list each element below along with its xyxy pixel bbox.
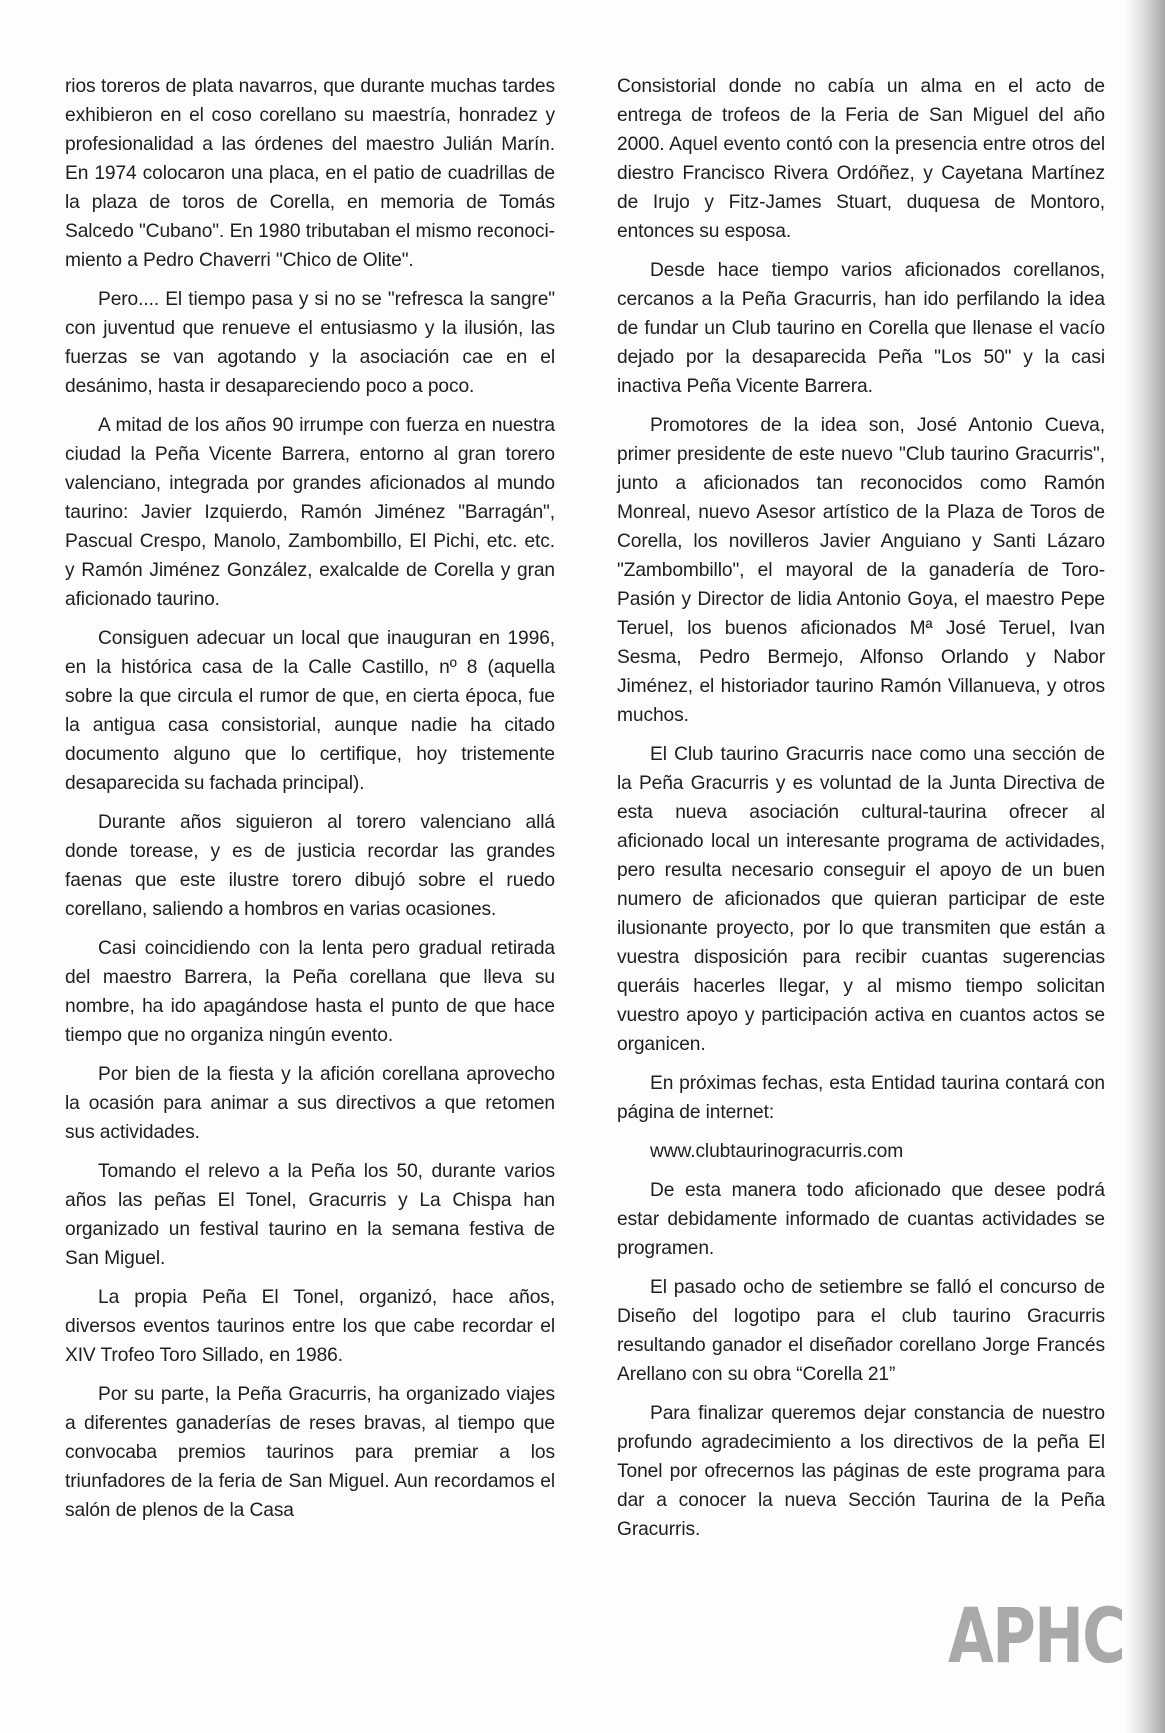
paragraph: El Club taurino Gracurris nace como una sección de la Peña Gracurris y es voluntad de la Junta Directiva de esta nueva asociación cultural-taurina ofrecer al aficionado local un interesante programa de actividades, pero resulta necesario conseguir el apoyo de un buen numero de aficionados que quieran participar de este ilusionante proyecto, por lo que transmiten que están a vuestra disposición para recibir cuantas sugerencias queráis hacerles llegar, y al mismo tiempo solicitan vuestro apoyo y participación activa en cuantos actos se organicen. <box>617 744 1105 1055</box>
paragraph: Promotores de la idea son, José Antonio Cueva, primer presidente de este nuevo "Club taurino Gracurris", junto a aficionados tan reconocidos como Ramón Monreal, nuevo Asesor artístico de la Plaza de Toros de Corella, los novilleros Javier Anguiano y Santi Lázaro "Zambombillo", el mayoral de la ganadería de Toro-Pasión y Director de lidia Antonio Goya, el maestro Pepe Teruel, los buenos aficionados Mª José Teruel, Ivan Sesma, Pedro Bermejo, Alfonso Orlando y Nabor Jiménez, el historiador taurino Ramón Villanueva, y otros muchos. <box>617 415 1105 726</box>
paragraph: La propia Peña El Tonel, organizó, hace años, diversos eventos taurinos entre los que cabe recordar el XIV Trofeo Toro Sillado, en 1986. <box>65 1287 555 1366</box>
right-column <box>617 72 1105 1554</box>
paragraph: De esta manera todo aficionado que desee podrá estar debidamente informado de cuantas actividades se programen. <box>617 1180 1105 1259</box>
paragraph: Por bien de la fiesta y la afición corellana aprovecho la ocasión para animar a sus directivos a que retomen sus actividades. <box>65 1064 555 1143</box>
paragraph: Por su parte, la Peña Gracurris, ha organizado viajes a diferentes ganaderías de reses bravas, al tiempo que convocaba premios taurinos para premiar a los triunfadores de la feria de San Miguel. Aun recordamos el salón de plenos de la Casa <box>65 1384 555 1521</box>
paragraph: En próximas fechas, esta Entidad taurina contará con página de internet: <box>617 1073 1105 1123</box>
paragraph: Desde hace tiempo varios aficionados corellanos, cercanos a la Peña Gracurris, han ido perfilando la idea de fundar un Club taurino en Corella que llenase el vacío dejado por la desaparecida Peña "Los 50" y la casi inactiva Peña Vicente Barrera. <box>617 260 1105 397</box>
aphc-watermark-logo: APHC <box>948 1591 1125 1680</box>
page-binding-shadow <box>1125 0 1165 1733</box>
paragraph: rios toreros de plata navarros, que durante muchas tardes exhibieron en el coso corellano su maestría, honradez y profesionalidad a las órdenes del maestro Julián Marín. En 1974 colocaron una placa, en el patio de cuadrillas de la plaza de toros de Corella, en memoria de Tomás Salcedo "Cubano". En 1980 tributaban el mismo reconocimiento a Pedro Chaverri "Chico de Olite". <box>65 76 555 271</box>
paragraph: Casi coincidiendo con la lenta pero gradual retirada del maestro Barrera, la Peña corellana que lleva su nombre, ha ido apagándose hasta el punto de que hace tiempo que no organiza ningún evento. <box>65 938 555 1046</box>
left-column <box>65 72 555 1535</box>
paragraph: Durante años siguieron al torero valenciano allá donde torease, y es de justicia recordar las grandes faenas que este ilustre torero dibujó sobre el ruedo corellano, saliendo a hombros en varias ocasiones. <box>65 812 555 920</box>
paragraph: A mitad de los años 90 irrumpe con fuerza en nuestra ciudad la Peña Vicente Barrera, entorno al gran torero valenciano, integrada por grandes aficionados al mundo taurino: Javier Izquierdo, Ramón Jiménez "Barragán", Pascual Crespo, Manolo, Zambombillo, El Pichi, etc. etc. y Ramón Jiménez González, exalcalde de Corella y gran aficionado taurino. <box>65 415 555 610</box>
paragraph: Pero.... El tiempo pasa y si no se "refresca la sangre" con juventud que renueve el entusiasmo y la ilusión, las fuerzas se van agotando y la asociación cae en el desánimo, hasta ir desapareciendo poco a poco. <box>65 289 555 397</box>
paragraph: Para finalizar queremos dejar constancia de nuestro profundo agradecimiento a los directivos de la peña El Tonel por ofrecernos las páginas de este programa para dar a conocer la nueva Sección Taurina de la Peña Gracurris. <box>617 1403 1105 1540</box>
paragraph: Tomando el relevo a la Peña los 50, durante varios años las peñas El Tonel, Gracurris y La Chispa han organizado un festival taurino en la semana festiva de San Miguel. <box>65 1161 555 1269</box>
paragraph: Consiguen adecuar un local que inauguran en 1996, en la histórica casa de la Calle Castillo, nº 8 (aquella sobre la que circula el rumor de que, en cierta época, fue la antigua casa consistorial, aunque nadie ha citado documento alguno que lo certifique, hoy tristemente desaparecida su fachada principal). <box>65 628 555 794</box>
website-url: www.clubtaurinogracurris.com <box>650 1141 904 1162</box>
paragraph: Consistorial donde no cabía un alma en el acto de entrega de trofeos de la Feria de San Miguel del año 2000. Aquel evento contó con la presencia entre otros del diestro Francisco Rivera Ordóñez, y Cayetana Martínez de Irujo y Fitz-James Stuart, duquesa de Montoro, entonces su esposa. <box>617 76 1105 242</box>
paragraph: El pasado ocho de setiembre se falló el concurso de Diseño del logotipo para el club taurino Gracurris resultando ganador el diseñador corellano Jorge Francés Arellano con su obra “Corella 21” <box>617 1277 1105 1385</box>
